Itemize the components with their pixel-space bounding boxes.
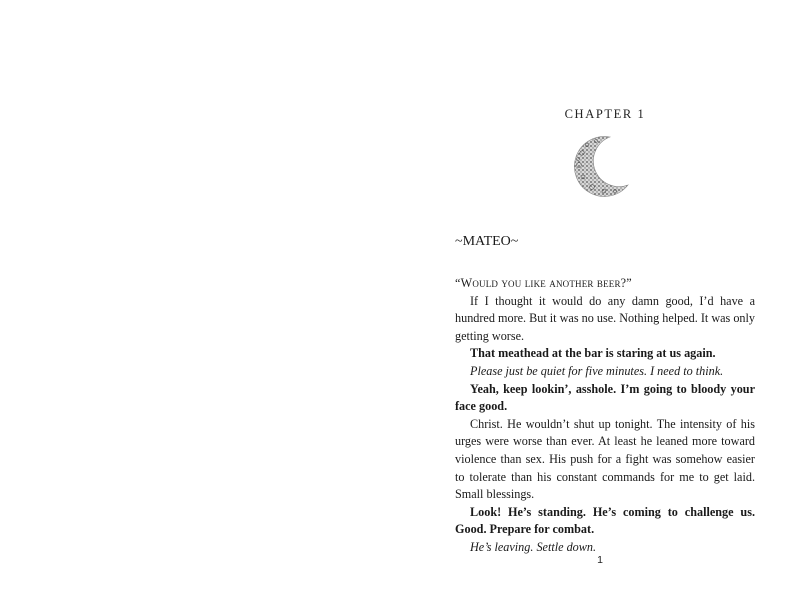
paragraph-inner-voice: Look! He’s standing. He’s coming to challenge us. Good. Prepare for combat. <box>455 504 755 537</box>
paragraph-inner-voice: Yeah, keep lookin’, asshole. I’m going to bloody your face good. <box>455 381 755 414</box>
paragraph: “Would you like another beer?” <box>455 276 632 290</box>
chapter-body-text <box>455 275 755 557</box>
pov-heading: ~MATEO~ <box>455 234 519 249</box>
chapter-heading: CHAPTER 1 <box>564 107 646 121</box>
paragraph-thought: Please just be quiet for five minutes. I need to think. <box>470 363 724 378</box>
crescent-moon-icon <box>570 133 630 199</box>
paragraph: Christ. He wouldn’t shut up tonight. The intensity of his urges were worse than ever. At least he leaned more toward violence than sex. His push for a fight was somehow easier to tolerate than his constant commands for me to get laid. Small blessings. <box>455 416 755 502</box>
paragraph-thought: He’s leaving. Settle down. <box>470 539 597 554</box>
paragraph: If I thought it would do any damn good, I’d have a hundred more. But it was no use. Nothing helped. It was only getting worse. <box>455 293 755 343</box>
page-number: 1 <box>597 554 603 566</box>
paragraph-inner-voice: That meathead at the bar is staring at us again. <box>470 346 716 361</box>
